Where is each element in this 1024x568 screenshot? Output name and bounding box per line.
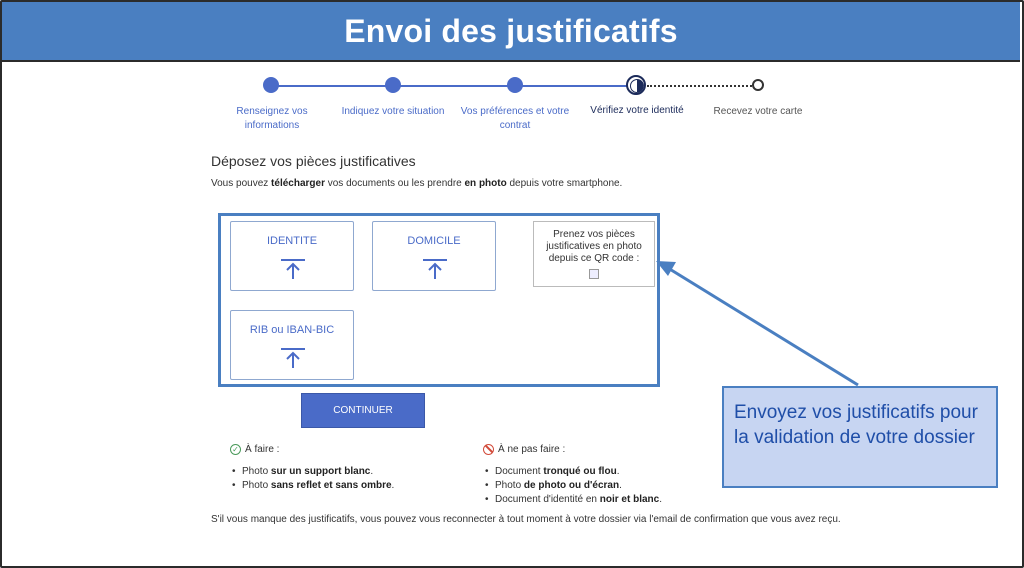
callout-text: Envoyez vos justificatifs pour la validation de votre dossier <box>734 402 978 448</box>
stepper-line-future <box>647 85 755 87</box>
upload-card-identite[interactable] <box>230 221 354 291</box>
list-item: • Photo sur un support blanc. <box>230 465 394 479</box>
banner-title: Envoi des justificatifs <box>344 12 678 49</box>
footer-note: S'il vous manque des justificatifs, vous pouvez vous reconnecter à tout moment à votre dossier via l'email de confirmation que vous avez reçu. <box>211 514 841 525</box>
list-item: • Photo sans reflet et sans ombre. <box>230 479 394 493</box>
step-label-2[interactable]: Indiquez votre situation <box>341 106 445 117</box>
list-item: • Document tronqué ou flou. <box>483 465 662 479</box>
ban-icon <box>483 444 494 455</box>
todo-list <box>230 444 394 493</box>
qr-card-text: Prenez vos pièces justificatives en photo depuis ce QR code : <box>546 229 642 264</box>
stepper-line-done <box>270 85 635 87</box>
step-dot-1[interactable] <box>263 77 279 93</box>
step-label-3[interactable]: Vos préférences et votre contrat <box>460 106 570 131</box>
upload-icon <box>422 258 448 280</box>
upload-card-label: DOMICILE <box>407 235 461 247</box>
upload-card-rib[interactable] <box>230 310 354 380</box>
step-label-5: Recevez votre carte <box>713 106 803 117</box>
intro-text: Vous pouvez télécharger vos documents ou les prendre en photo depuis votre smartphone. <box>211 178 623 189</box>
step-dot-2[interactable] <box>385 77 401 93</box>
step-dot-3[interactable] <box>507 77 523 93</box>
list-item: • Document d'identité en noir et blanc. <box>483 493 662 507</box>
upload-icon <box>280 347 306 369</box>
step-label-1[interactable]: Renseignez vos informations <box>236 106 308 131</box>
dont-list <box>483 444 662 507</box>
upload-card-label: IDENTITE <box>266 235 318 247</box>
continue-button[interactable]: CONTINUER <box>301 393 425 428</box>
todo-title: À faire : <box>245 444 280 455</box>
dont-header <box>483 444 662 455</box>
step-dot-5-future <box>752 79 764 91</box>
list-item: • Photo de photo ou d'écran. <box>483 479 662 493</box>
step-label-4: Vérifiez votre identité <box>590 105 684 116</box>
title-banner <box>2 2 1020 62</box>
upload-card-domicile[interactable] <box>372 221 496 291</box>
step-dot-4-current <box>626 75 646 95</box>
qr-code-card <box>533 221 655 287</box>
dont-title: À ne pas faire : <box>498 444 566 455</box>
section-title: Déposez vos pièces justificatives <box>211 153 416 169</box>
todo-header <box>230 444 394 455</box>
dont-items <box>483 465 662 507</box>
annotation-callout <box>722 386 998 488</box>
upload-icon <box>280 258 306 280</box>
todo-items <box>230 465 394 493</box>
check-circle-icon: ✓ <box>230 444 241 455</box>
broken-image-icon <box>589 269 599 279</box>
upload-card-label: RIB ou IBAN-BIC <box>249 324 335 336</box>
